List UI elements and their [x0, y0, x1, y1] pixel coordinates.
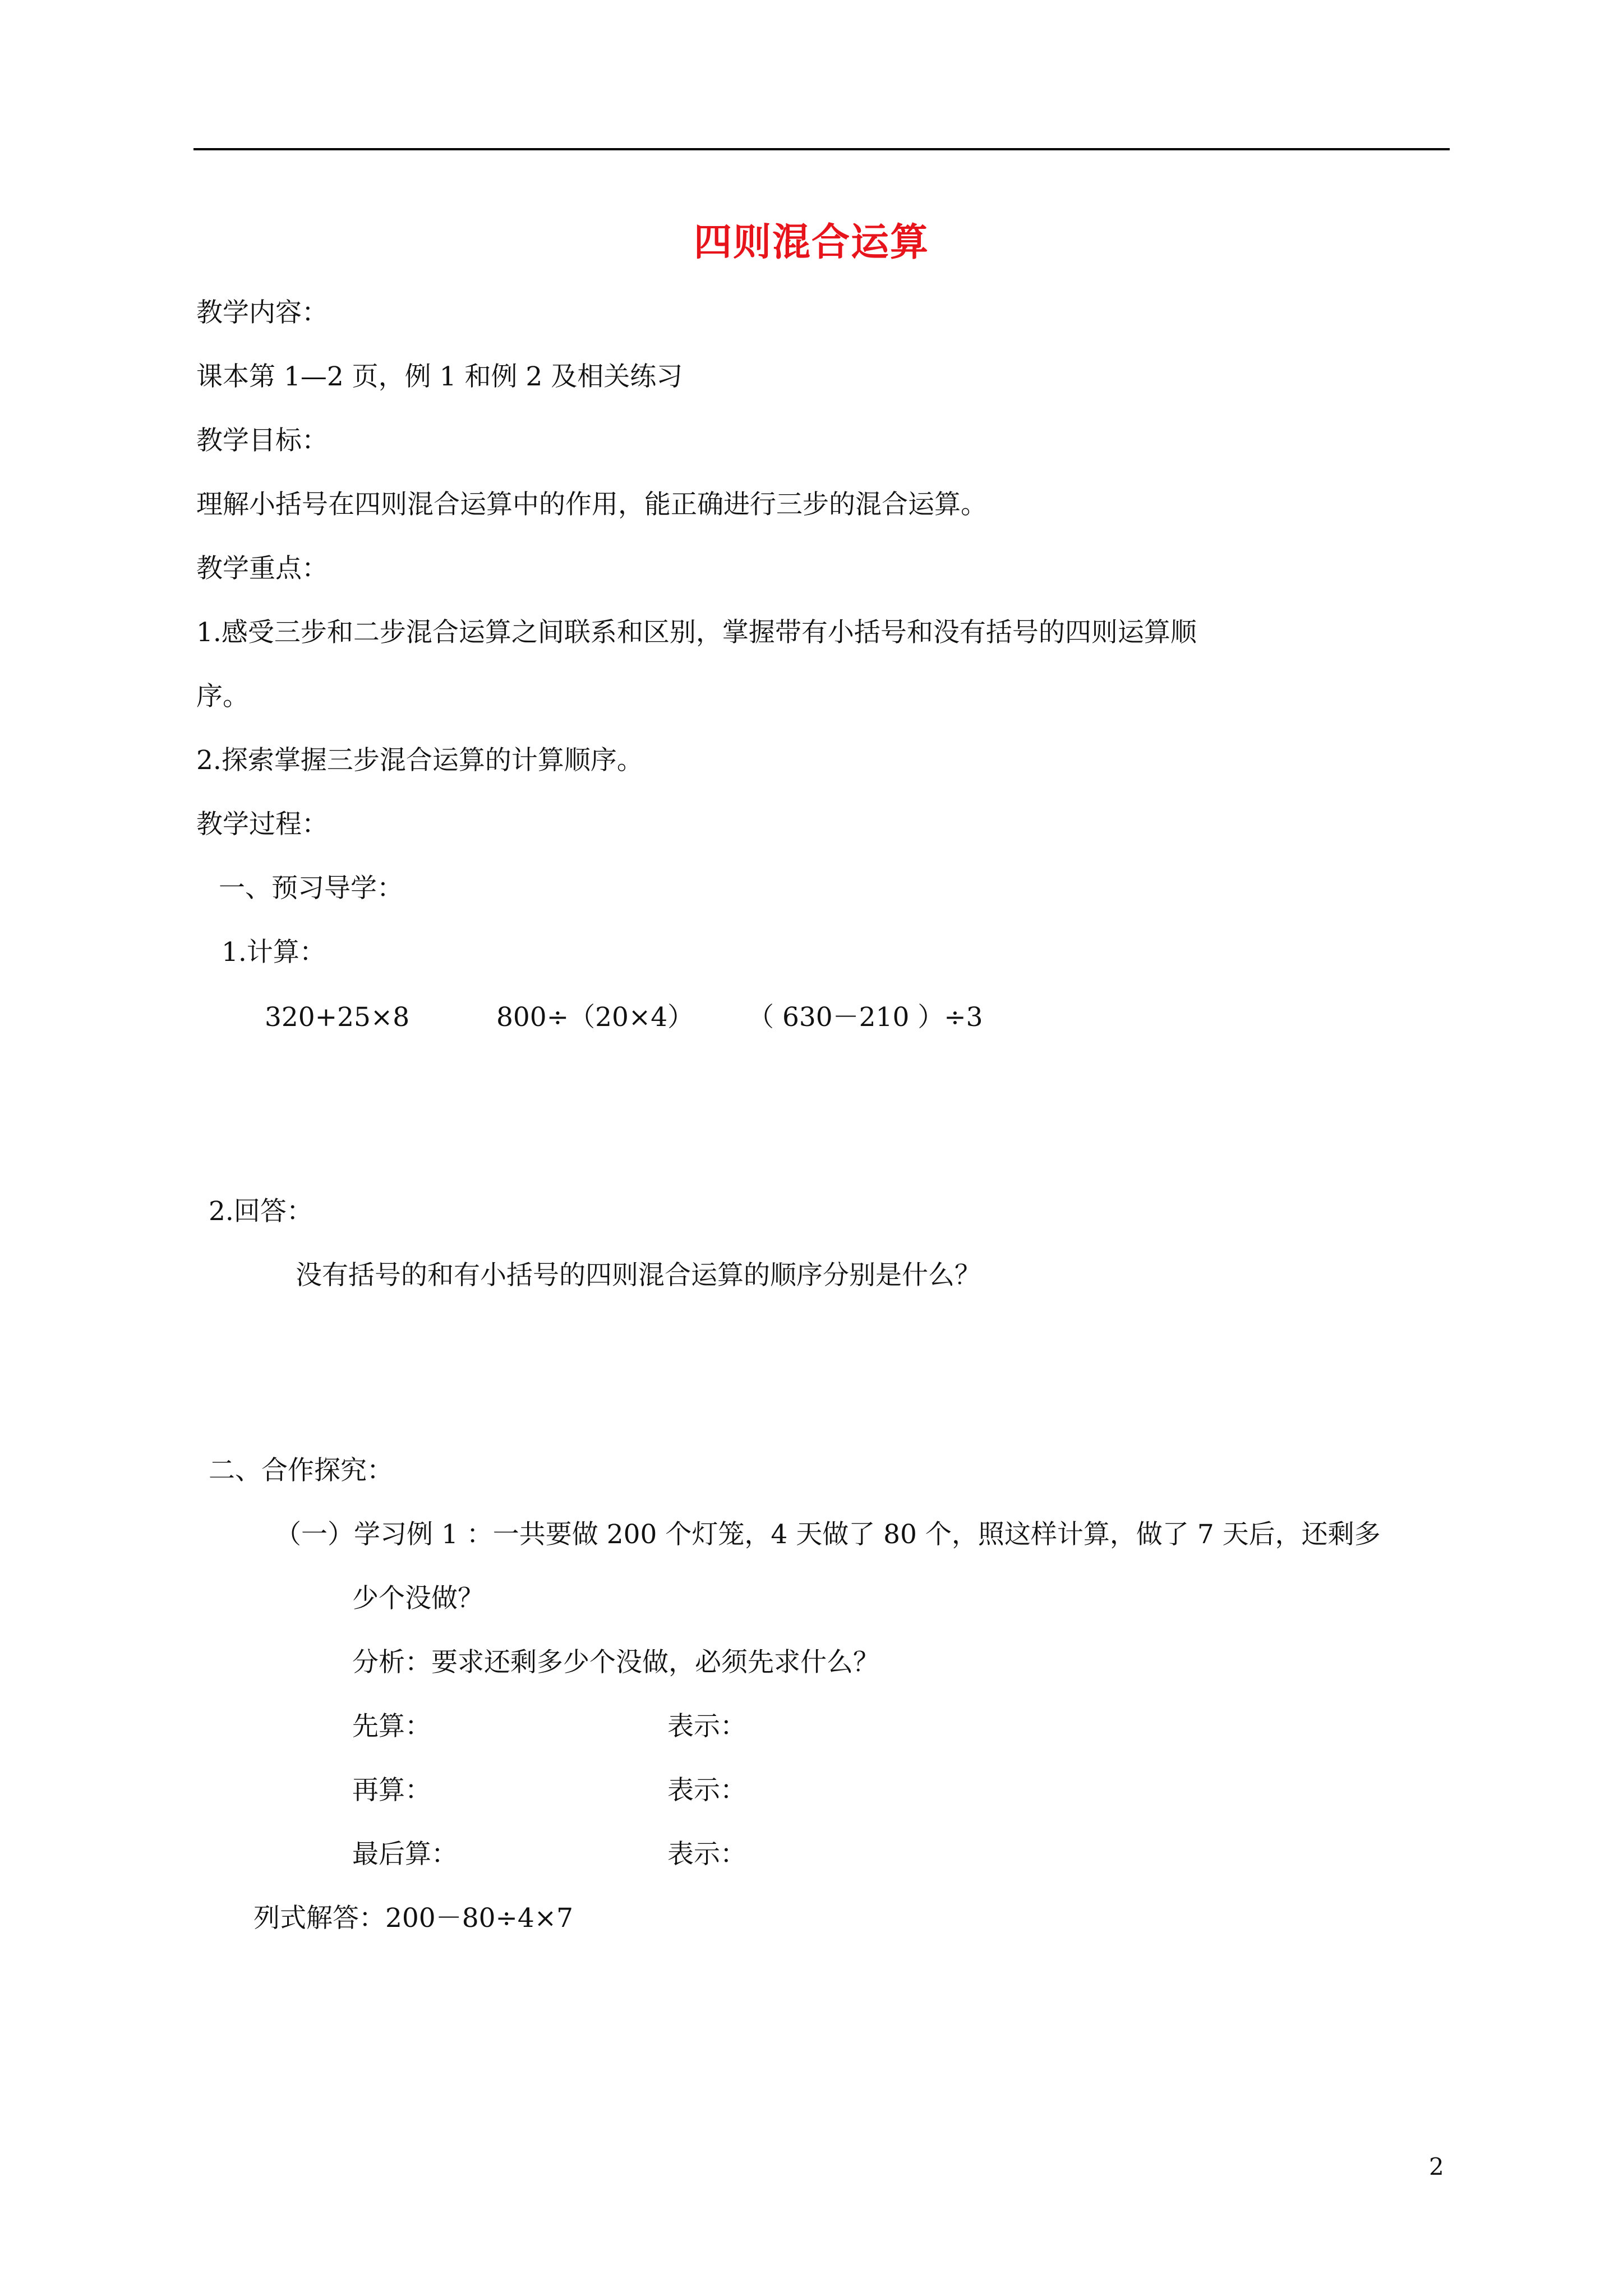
- then-show-label: 表示：: [667, 1775, 746, 1806]
- expression-3: （ 630－210 ）÷3: [748, 1002, 983, 1033]
- content-text: 课本第 1—2 页，例 1 和例 2 及相关练习: [196, 361, 683, 392]
- expression-2: 800÷（20×4）: [496, 1002, 694, 1033]
- process-label: 教学过程：: [196, 809, 328, 840]
- focus-item-2: 2.探索掌握三步混合运算的计算顺序。: [196, 745, 643, 776]
- example-1-line-1: （一）学习例 1 ：一共要做 200 个灯笼，4 天做了 80 个，照这样计算，做了 7 天后，还剩多: [275, 1519, 1381, 1550]
- answer-label: 2.回答：: [209, 1196, 313, 1227]
- section-heading-1: 一、预习导学：: [219, 873, 403, 904]
- last-show-label: 表示：: [667, 1839, 746, 1870]
- goal-label: 教学目标：: [196, 425, 328, 456]
- focus-label: 教学重点：: [196, 553, 328, 584]
- first-calc-label: 先算：: [352, 1711, 431, 1742]
- header-rule: [193, 148, 1450, 150]
- last-calc-label: 最后算：: [352, 1839, 458, 1870]
- page-number: 2: [1429, 2153, 1444, 2180]
- solution-text: 列式解答：200－80÷4×7: [253, 1903, 574, 1934]
- focus-item-1-cont: 序。: [196, 681, 249, 712]
- page-title: 四则混合运算: [693, 220, 929, 265]
- calc-label: 1.计算：: [222, 937, 326, 968]
- analysis-text: 分析：要求还剩多少个没做，必须先求什么？: [352, 1647, 879, 1678]
- example-1-line-2: 少个没做？: [352, 1583, 484, 1614]
- then-calc-label: 再算：: [352, 1775, 431, 1806]
- focus-item-1: 1.感受三步和二步混合运算之间联系和区别，掌握带有小括号和没有括号的四则运算顺: [196, 617, 1197, 648]
- answer-question: 没有括号的和有小括号的四则混合运算的顺序分别是什么？: [296, 1260, 981, 1291]
- section-heading-2: 二、合作探究：: [209, 1455, 393, 1486]
- goal-text: 理解小括号在四则混合运算中的作用，能正确进行三步的混合运算。: [196, 489, 987, 520]
- content-label: 教学内容：: [196, 297, 328, 328]
- first-show-label: 表示：: [667, 1711, 746, 1742]
- expression-1: 320+25×8: [265, 1002, 410, 1033]
